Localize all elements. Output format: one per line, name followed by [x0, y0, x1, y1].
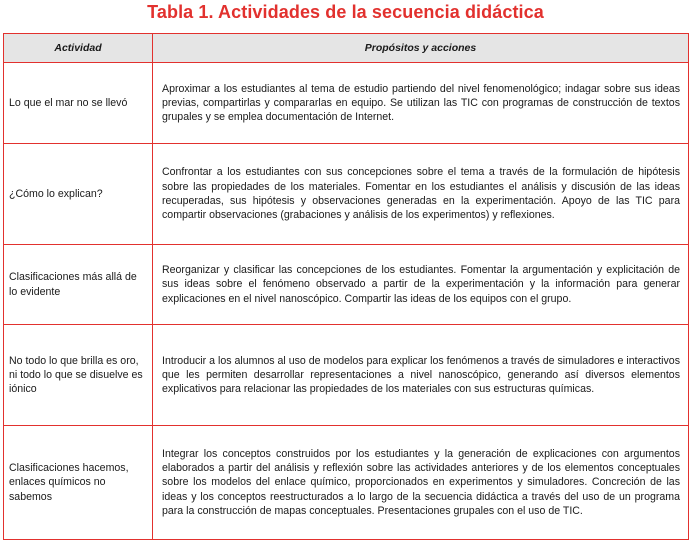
activity-cell: Clasificaciones hacemos, enlaces químicos no sabemos — [4, 426, 153, 540]
activities-table — [3, 33, 689, 540]
table-row — [4, 144, 689, 245]
description-cell: Reorganizar y clasificar las concepciones de los estudiantes. Fomentar la argumentación y explicitación de sus ideas sobre el fenómeno observado a partir de la experimentación y la información para generar explicaciones en el nivel nanoscópico. Compartir las ideas de los equipos con el grupo. — [153, 245, 689, 325]
table-row — [4, 245, 689, 325]
activity-cell: ¿Cómo lo explican? — [4, 144, 153, 245]
description-cell: Aproximar a los estudiantes al tema de estudio partiendo del nivel fenomenológico; indagar sobre sus ideas previas, compartirlas y compararlas en equipo. Se utilizan las TIC con programas de construcción de textos grupales y se emplea documentación de Internet. — [153, 63, 689, 144]
description-cell: Confrontar a los estudiantes con sus concepciones sobre el tema a través de la formulación de hipótesis sobre las propiedades de los materiales. Fomentar en los estudiantes el análisis y discusión de las ideas recuperadas, sus hipótesis y observaciones generadas en la experimentación. Apoyo de las TIC para compartir observaciones (grabaciones y análisis de los experimentos) y reflexiones. — [153, 144, 689, 245]
table-title: Tabla 1. Actividades de la secuencia didáctica — [147, 2, 544, 22]
activity-cell: No todo lo que brilla es oro, ni todo lo que se disuelve es iónico — [4, 325, 153, 426]
activity-cell: Clasificaciones más allá de lo evidente — [4, 245, 153, 325]
description-cell: Integrar los conceptos construidos por los estudiantes y la generación de explicaciones con argumentos elaborados a partir del análisis y reflexión sobre las actividades anteriores y de los elementos conceptuales sobre los modelos del enlace químico, proporcionados en experimentos y simuladores. Concreción de las ideas y los conceptos reestructurados a lo largo de la secuencia didáctica a través del uso de un programa para la construcción de mapas conceptuales. Presentaciones grupales con el uso de TIC. — [153, 426, 689, 540]
header-activity: Actividad — [4, 34, 153, 63]
activity-cell: Lo que el mar no se llevó — [4, 63, 153, 144]
description-cell: Introducir a los alumnos al uso de modelos para explicar los fenómenos a través de simuladores e interactivos que les permiten desarrollar representaciones a nivel nanoscópico, generando así diversos elementos explicativos para relacionar las propiedades de los materiales con sus estructuras químicas. — [153, 325, 689, 426]
table-row — [4, 63, 689, 144]
table-header-row — [4, 34, 689, 63]
table-row — [4, 325, 689, 426]
header-purposes: Propósitos y acciones — [153, 34, 689, 63]
table-row — [4, 426, 689, 540]
